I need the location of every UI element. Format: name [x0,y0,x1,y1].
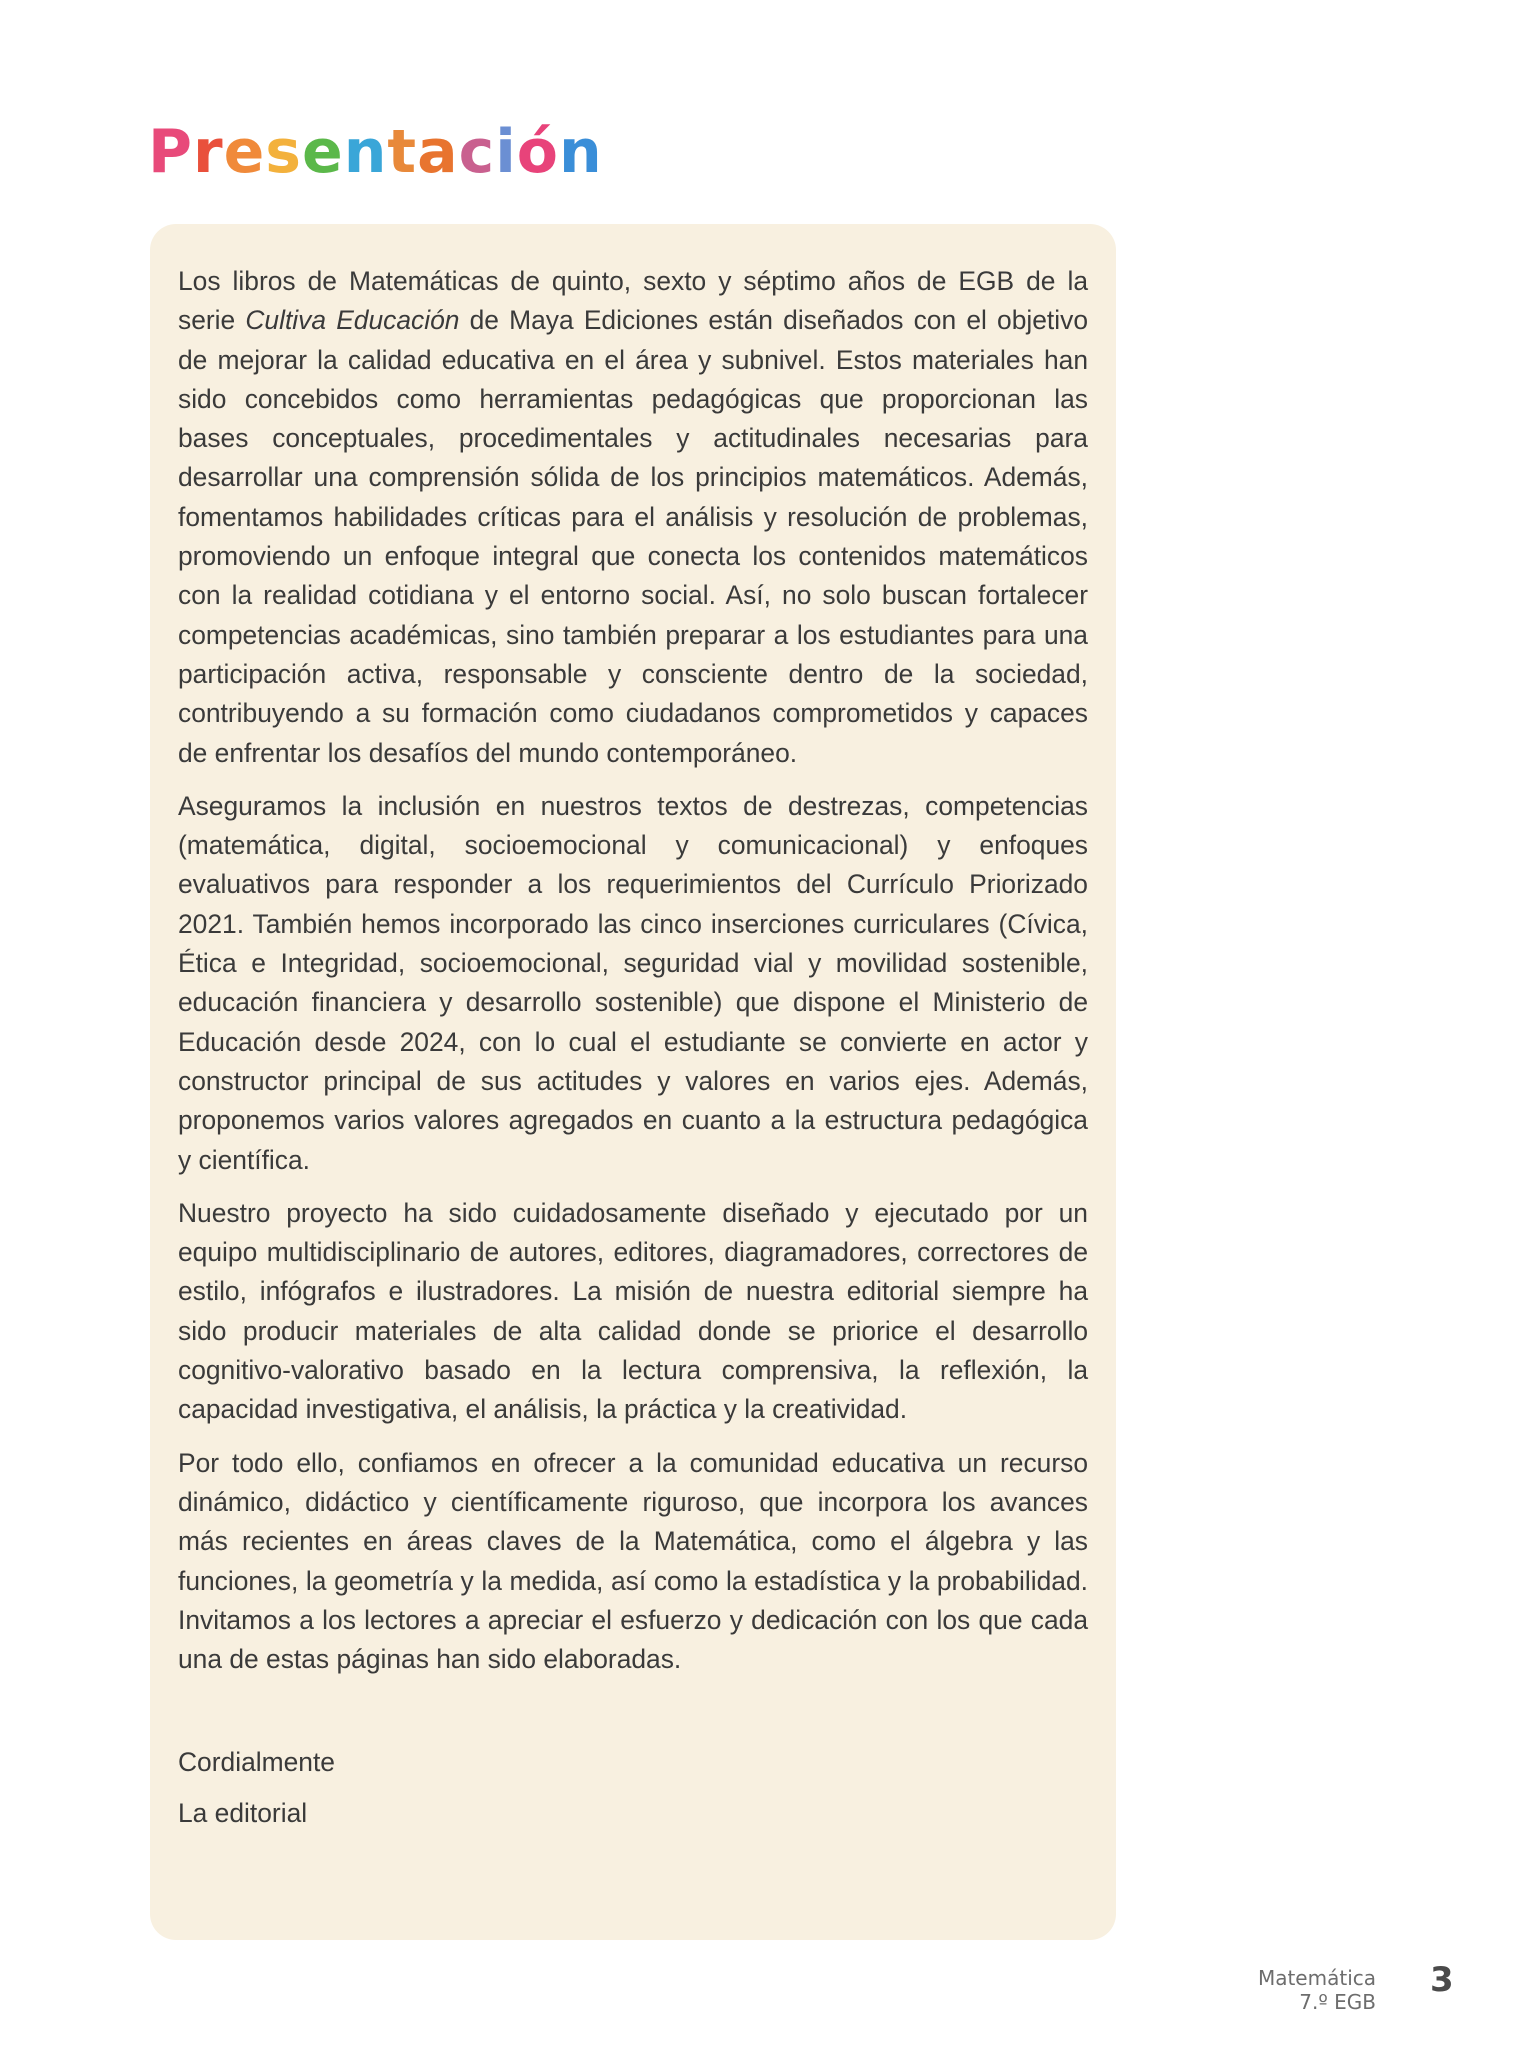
footer-subject: Matemática [1257,1966,1376,1990]
salutation: Cordialmente [178,1747,335,1778]
title-letter: P [148,117,193,187]
page-title [148,112,603,192]
presentation-panel [150,224,1116,1940]
footer-label [1258,1966,1376,2014]
paragraph-3: Nuestro proyecto ha sido cuidadosamente diseñado y ejecutado por un equipo multidisciplinario de autores, editores, diagramadores, correctores de estilo, infógrafos e ilustradores. La misión de nuestra editorial siempre ha sido producir materiales de alta calidad donde se priorice el desarrollo cognitivo-valorativo basado en la lectura comprensiva, la reflexión, la capacidad investigativa, el análisis, la práctica y la creatividad. [178,1197,1088,1425]
signature: La editorial [178,1798,308,1829]
title-letter: e [302,117,344,187]
paragraph-1-lead: Los libros de Matemáticas de quinto, sexto y séptimo años de EGB de la serie [178,266,1088,336]
paragraph-1-rest: de Maya Ediciones están diseñados con el objetivo de mejorar la calidad educativa en el área y subnivel. Estos materiales han sido concebidos como herramientas pedagógicas que proporcionan las bases conceptuales, procedimentales y actitudinales necesarias para desarrollar una comprensión sólida de los principios matemáticos. Además, fomentamos habilidades críticas para el análisis y resolución de problemas, promoviendo un enfoque integral que conecta los contenidos matemáticos con la realidad cotidiana y el entorno social. Así, no solo buscan fortalecer competencias académicas, sino también preparar a los estudiantes para una participación activa, responsable y consciente dentro de la sociedad, contribuyendo a su formación como ciudadanos comprometidos y capaces de enfrentar los desafíos del mundo contemporáneo. [178,305,1088,768]
closing-block [178,1743,1088,1833]
title-letter: n [343,117,388,187]
title-letter: r [192,117,224,187]
title-letter: ó [516,117,559,187]
footer-grade: 7.º EGB [1299,1990,1376,2014]
title-letter: i [495,117,517,187]
title-letter: t [387,117,418,187]
page-number: 3 [1430,1960,1454,2000]
paragraph-2: Aseguramos la inclusión en nuestros textos de destrezas, competencias (matemática, digital, socioemocional y comunicacional) y enfoques evaluativos para responder a los requerimientos del Currículo Priorizado 2021. También hemos incorporado las cinco inserciones curriculares (Cívica, Ética e Integridad, socioemocional, seguridad vial y movilidad sostenible, educación financiera y desarrollo sostenible) que dispone el Ministerio de Educación desde 2024, con lo cual el estudiante se convierte en actor y constructor principal de sus actitudes y valores en varios ejes. Además, proponemos varios valores agregados en cuanto a la estructura pedagógica y científica. [178,790,1088,1175]
title-letter: s [265,117,302,187]
paragraph-1 [178,262,1088,773]
title-letter: e [223,117,266,187]
title-letter: a [417,117,459,187]
paragraph-4: Por todo ello, confiamos en ofrecer a la comunidad educativa un recurso dinámico, didáctico y científicamente riguroso, que incorpora los avances más recientes en áreas claves de la Matemática, como el álgebra y las funciones, la geometría y la medida, así como la estadística y la probabilidad. Invitamos a los lectores a apreciar el esfuerzo y dedicación con los que cada una de estas páginas han sido elaboradas. [178,1447,1088,1675]
series-name: Cultiva Educación [245,305,460,336]
title-letter: n [559,117,603,187]
title-letter: c [458,117,496,187]
